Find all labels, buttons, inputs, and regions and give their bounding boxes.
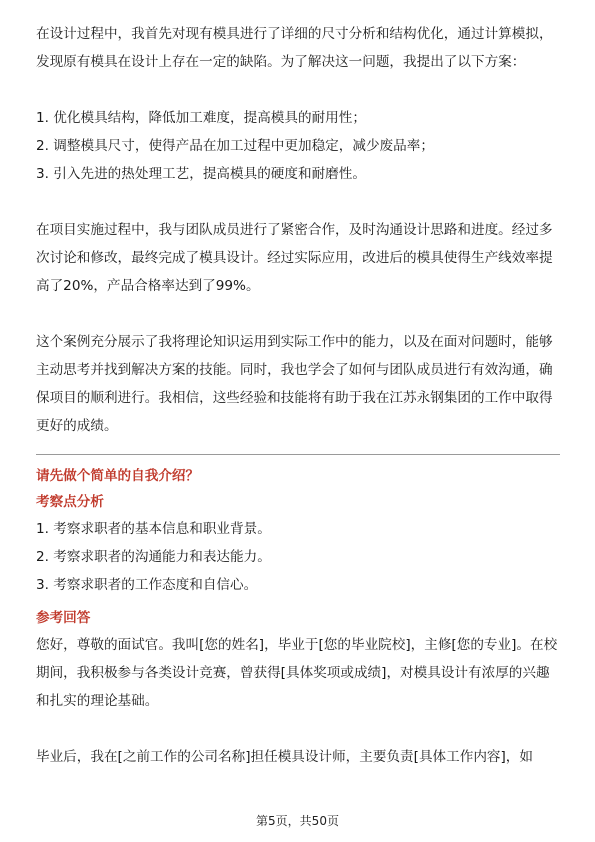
- paragraph-design-process: 在设计过程中，我首先对现有模具进行了详细的尺寸分析和结构优化，通过计算模拟，发现原有模具在设计上存在一定的缺陷。为了解决这一问题，我提出了以下方案：: [36, 26, 553, 70]
- section-divider: [36, 454, 560, 455]
- analysis-heading: 考察点分析: [36, 494, 104, 510]
- document-page: [36, 20, 560, 771]
- answer-paragraph: 毕业后，我在[之前工作的公司名称]担任模具设计师，主要负责[具体工作内容]，如: [36, 749, 533, 765]
- list-item: 2. 考察求职者的沟通能力和表达能力。: [36, 549, 271, 565]
- paragraph-summary: 这个案例充分展示了我将理论知识运用到实际工作中的能力，以及在面对问题时，能够主动思考并找到解决方案的技能。同时，我也学会了如何与团队成员进行有效沟通，确保项目的顺利进行。我相信，这些经验和技能将有助于我在江苏永钢集团的工作中取得更好的成绩。: [36, 334, 553, 434]
- page-number: 第5页，共50页: [256, 814, 339, 828]
- list-item: 1. 优化模具结构，降低加工难度，提高模具的耐用性；: [36, 110, 366, 126]
- question-heading: 请先做个简单的自我介绍？: [36, 468, 200, 484]
- list-item: 1. 考察求职者的基本信息和职业背景。: [36, 521, 271, 537]
- list-item: 3. 考察求职者的工作态度和自信心。: [36, 577, 258, 593]
- list-item: 2. 调整模具尺寸，使得产品在加工过程中更加稳定，减少废品率；: [36, 138, 434, 154]
- answer-heading: 参考回答: [36, 610, 91, 626]
- paragraph-implementation: 在项目实施过程中，我与团队成员进行了紧密合作，及时沟通设计思路和进度。经过多次讨论和修改，最终完成了模具设计。经过实际应用，改进后的模具使得生产线效率提高了20%，产品合格率达到了99%。: [36, 222, 553, 294]
- answer-paragraph: 您好，尊敬的面试官。我叫[您的姓名]，毕业于[您的毕业院校]，主修[您的专业]。在校期间，我积极参与各类设计竞赛，曾获得[具体奖项或成绩]，对模具设计有浓厚的兴趣和扎实的理论基础。: [36, 637, 558, 709]
- list-item: 3. 引入先进的热处理工艺，提高模具的硬度和耐磨性。: [36, 166, 366, 182]
